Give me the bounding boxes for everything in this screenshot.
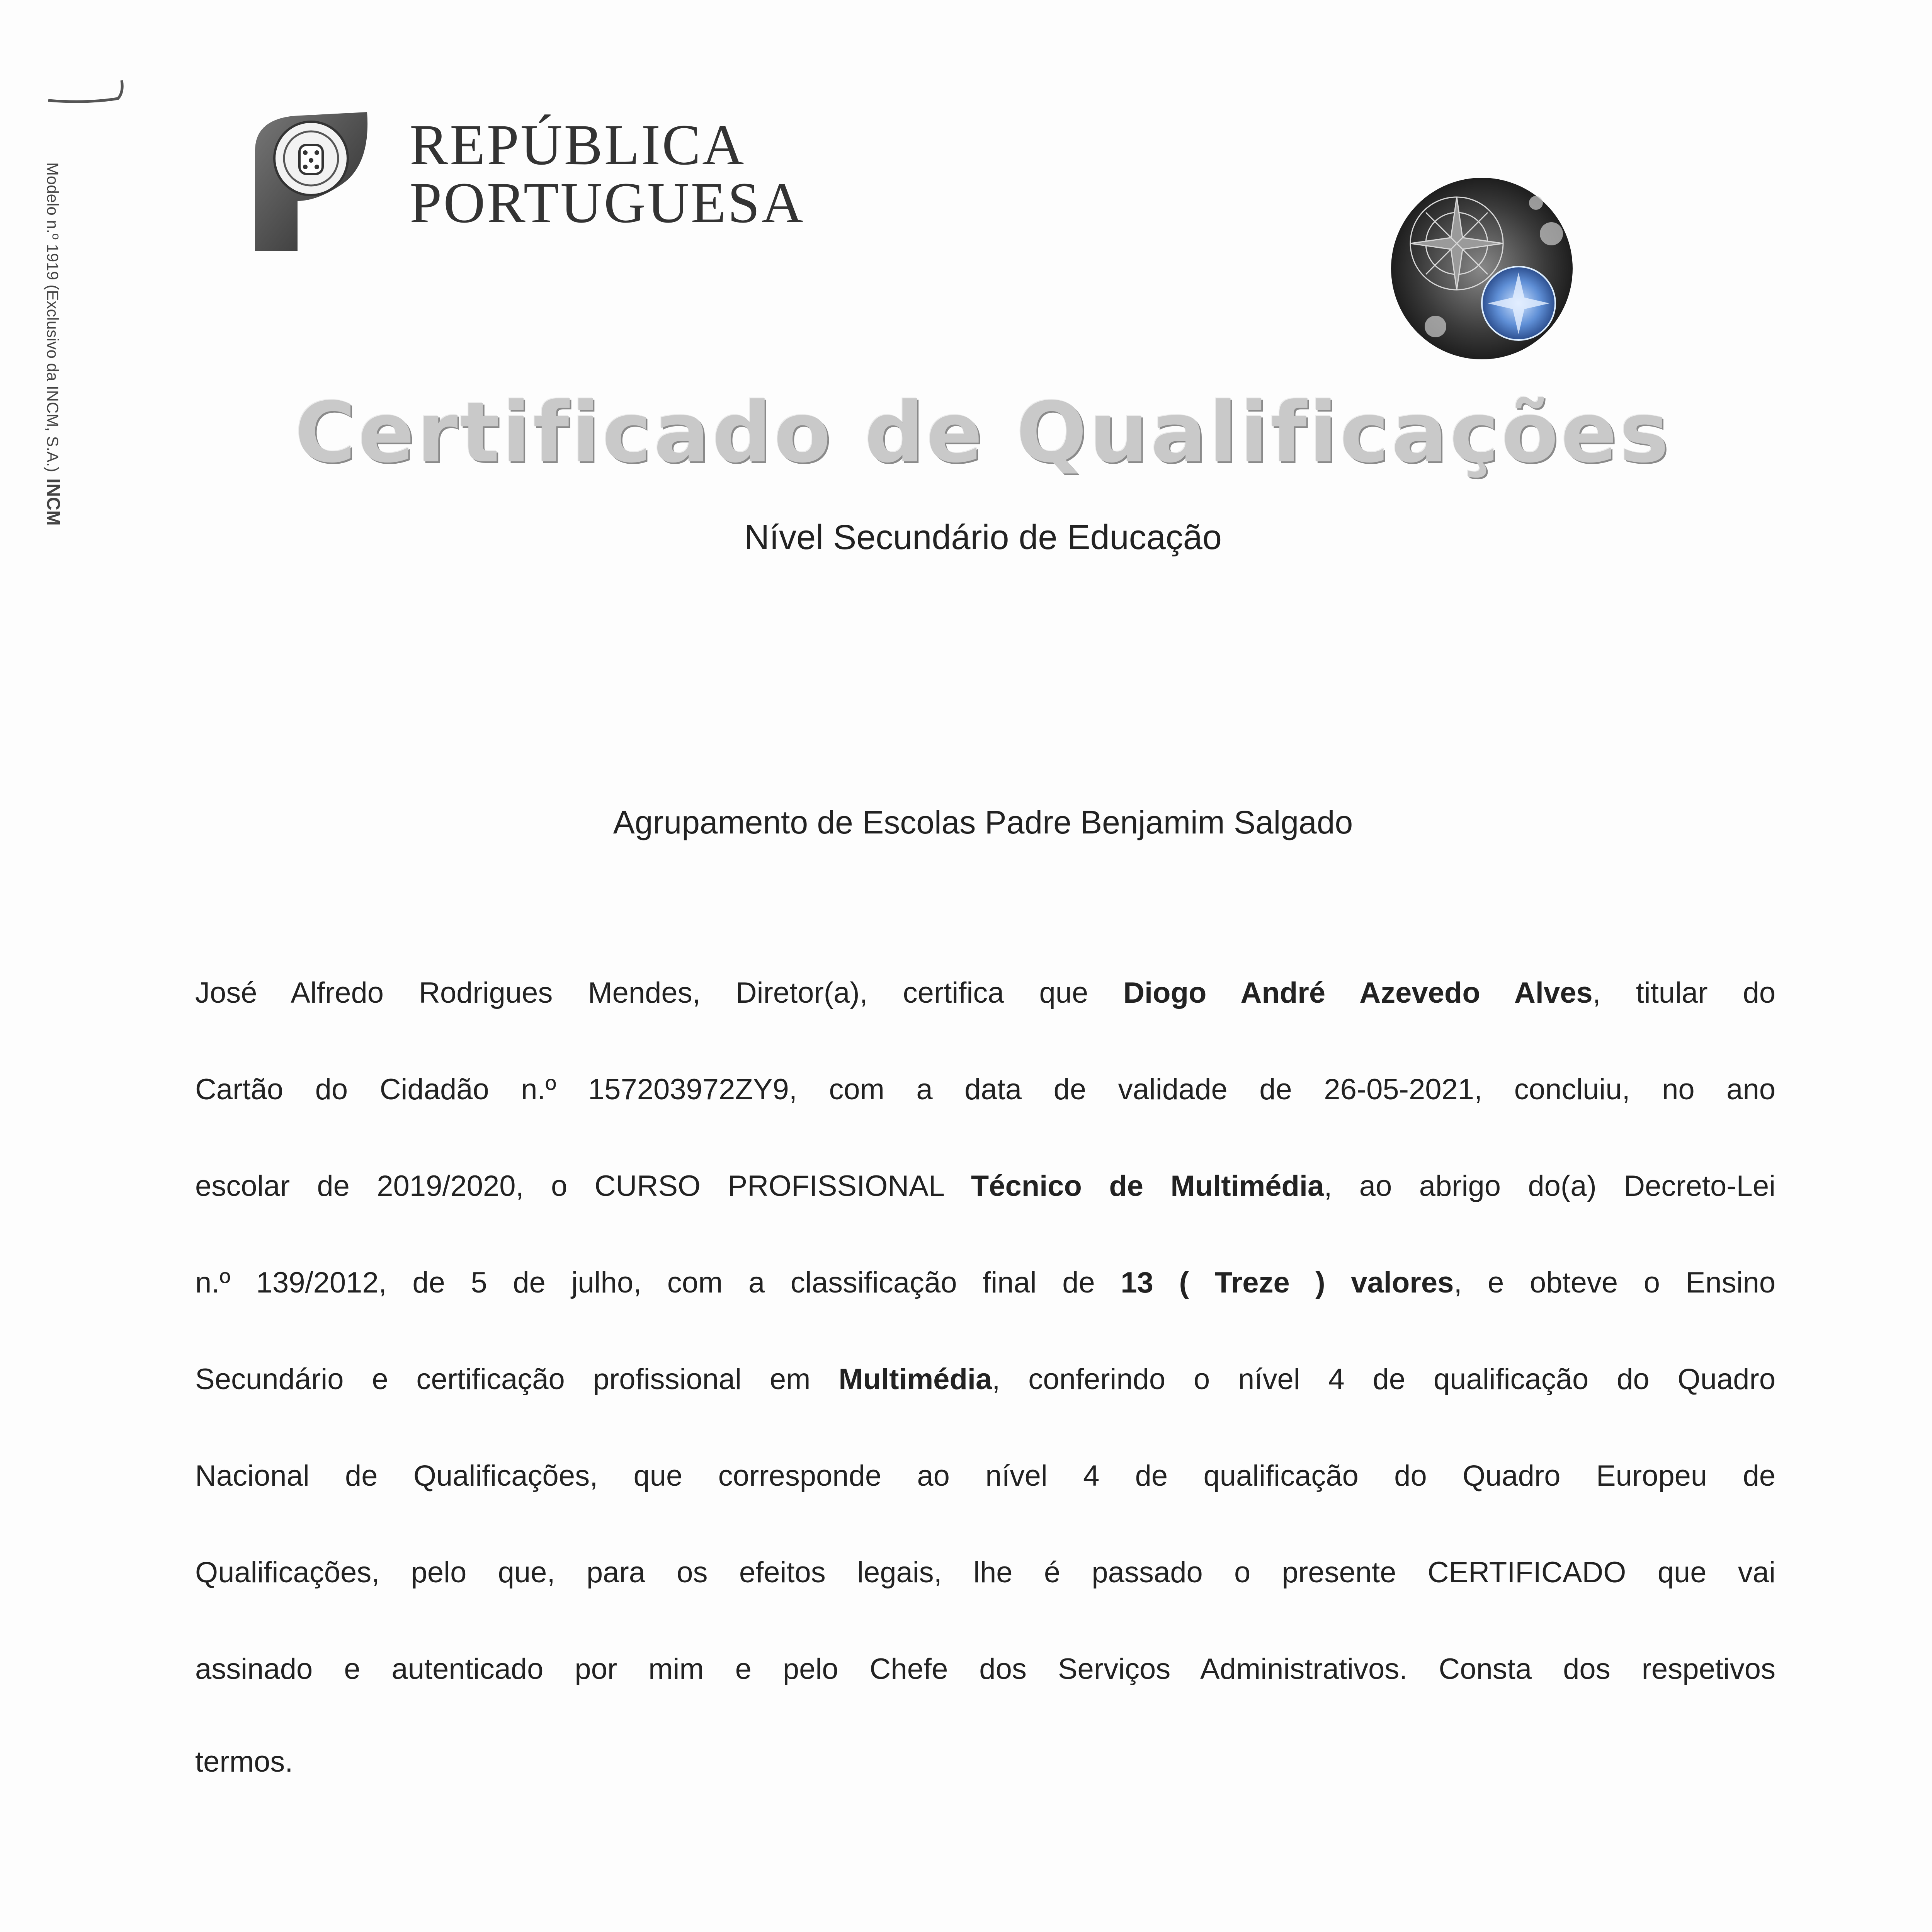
body-line-7: Qualificações, pelo que, para os efeitos legais, lhe é passado o presente CERTIFICADO que vai [195,1556,1776,1589]
qualification-area: Multimédia [838,1363,992,1396]
body-line-3 [195,1167,1776,1206]
body-line-5 [195,1360,1776,1399]
body-line-1 [195,974,1776,1012]
model-note-text: Modelo n.º 1919 (Exclusivo da INCM, S.A.) [44,162,62,472]
holographic-seal-icon [1389,176,1575,361]
body-text: , e obteve o Ensino [1454,1266,1776,1299]
body-line-8: assinado e autenticado por mim e pelo Chefe dos Serviços Administrativos. Consta dos respetivos [195,1653,1776,1685]
body-text: escolar de 2019/2020, o CURSO PROFISSIONAL [195,1170,971,1202]
heading-line-2: PORTUGUESA [410,171,805,235]
republica-portuguesa-heading [410,113,805,235]
body-line-4 [195,1264,1776,1302]
body-text: , ao abrigo do(a) Decreto-Lei [1324,1170,1776,1202]
school-name: Agrupamento de Escolas Padre Benjamim Salgado [613,804,1353,840]
student-name: Diogo André Azevedo Alves [1123,976,1593,1009]
body-line-6: Nacional de Qualificações, que corresponde ao nível 4 de qualificação do Quadro Europeu de [195,1459,1776,1492]
corner-mark [44,77,126,104]
education-level: Nível Secundário de Educação [744,518,1222,557]
republica-logo-icon [240,104,379,259]
body-text: n.º 139/2012, de 5 de julho, com a classificação final de [195,1266,1121,1299]
body-text: , conferindo o nível 4 de qualificação do Quadro [992,1363,1776,1396]
certificate-title: Certificado de Qualificações [295,384,1671,481]
body-text: , titular do [1592,976,1776,1009]
final-grade: 13 ( Treze ) valores [1121,1266,1454,1299]
body-text: Secundário e certificação profissional em [195,1363,839,1396]
course-name: Técnico de Multimédia [971,1170,1324,1202]
body-line-2: Cartão do Cidadão n.º 157203972ZY9, com a data de validade de 26-05-2021, concluiu, no ano [195,1073,1776,1106]
heading-line-1: REPÚBLICA [410,113,746,177]
body-text: José Alfredo Rodrigues Mendes, Diretor(a), certifica que [195,976,1124,1009]
incm-brand: INCM [43,478,63,526]
body-line-9: termos. [195,1745,293,1778]
